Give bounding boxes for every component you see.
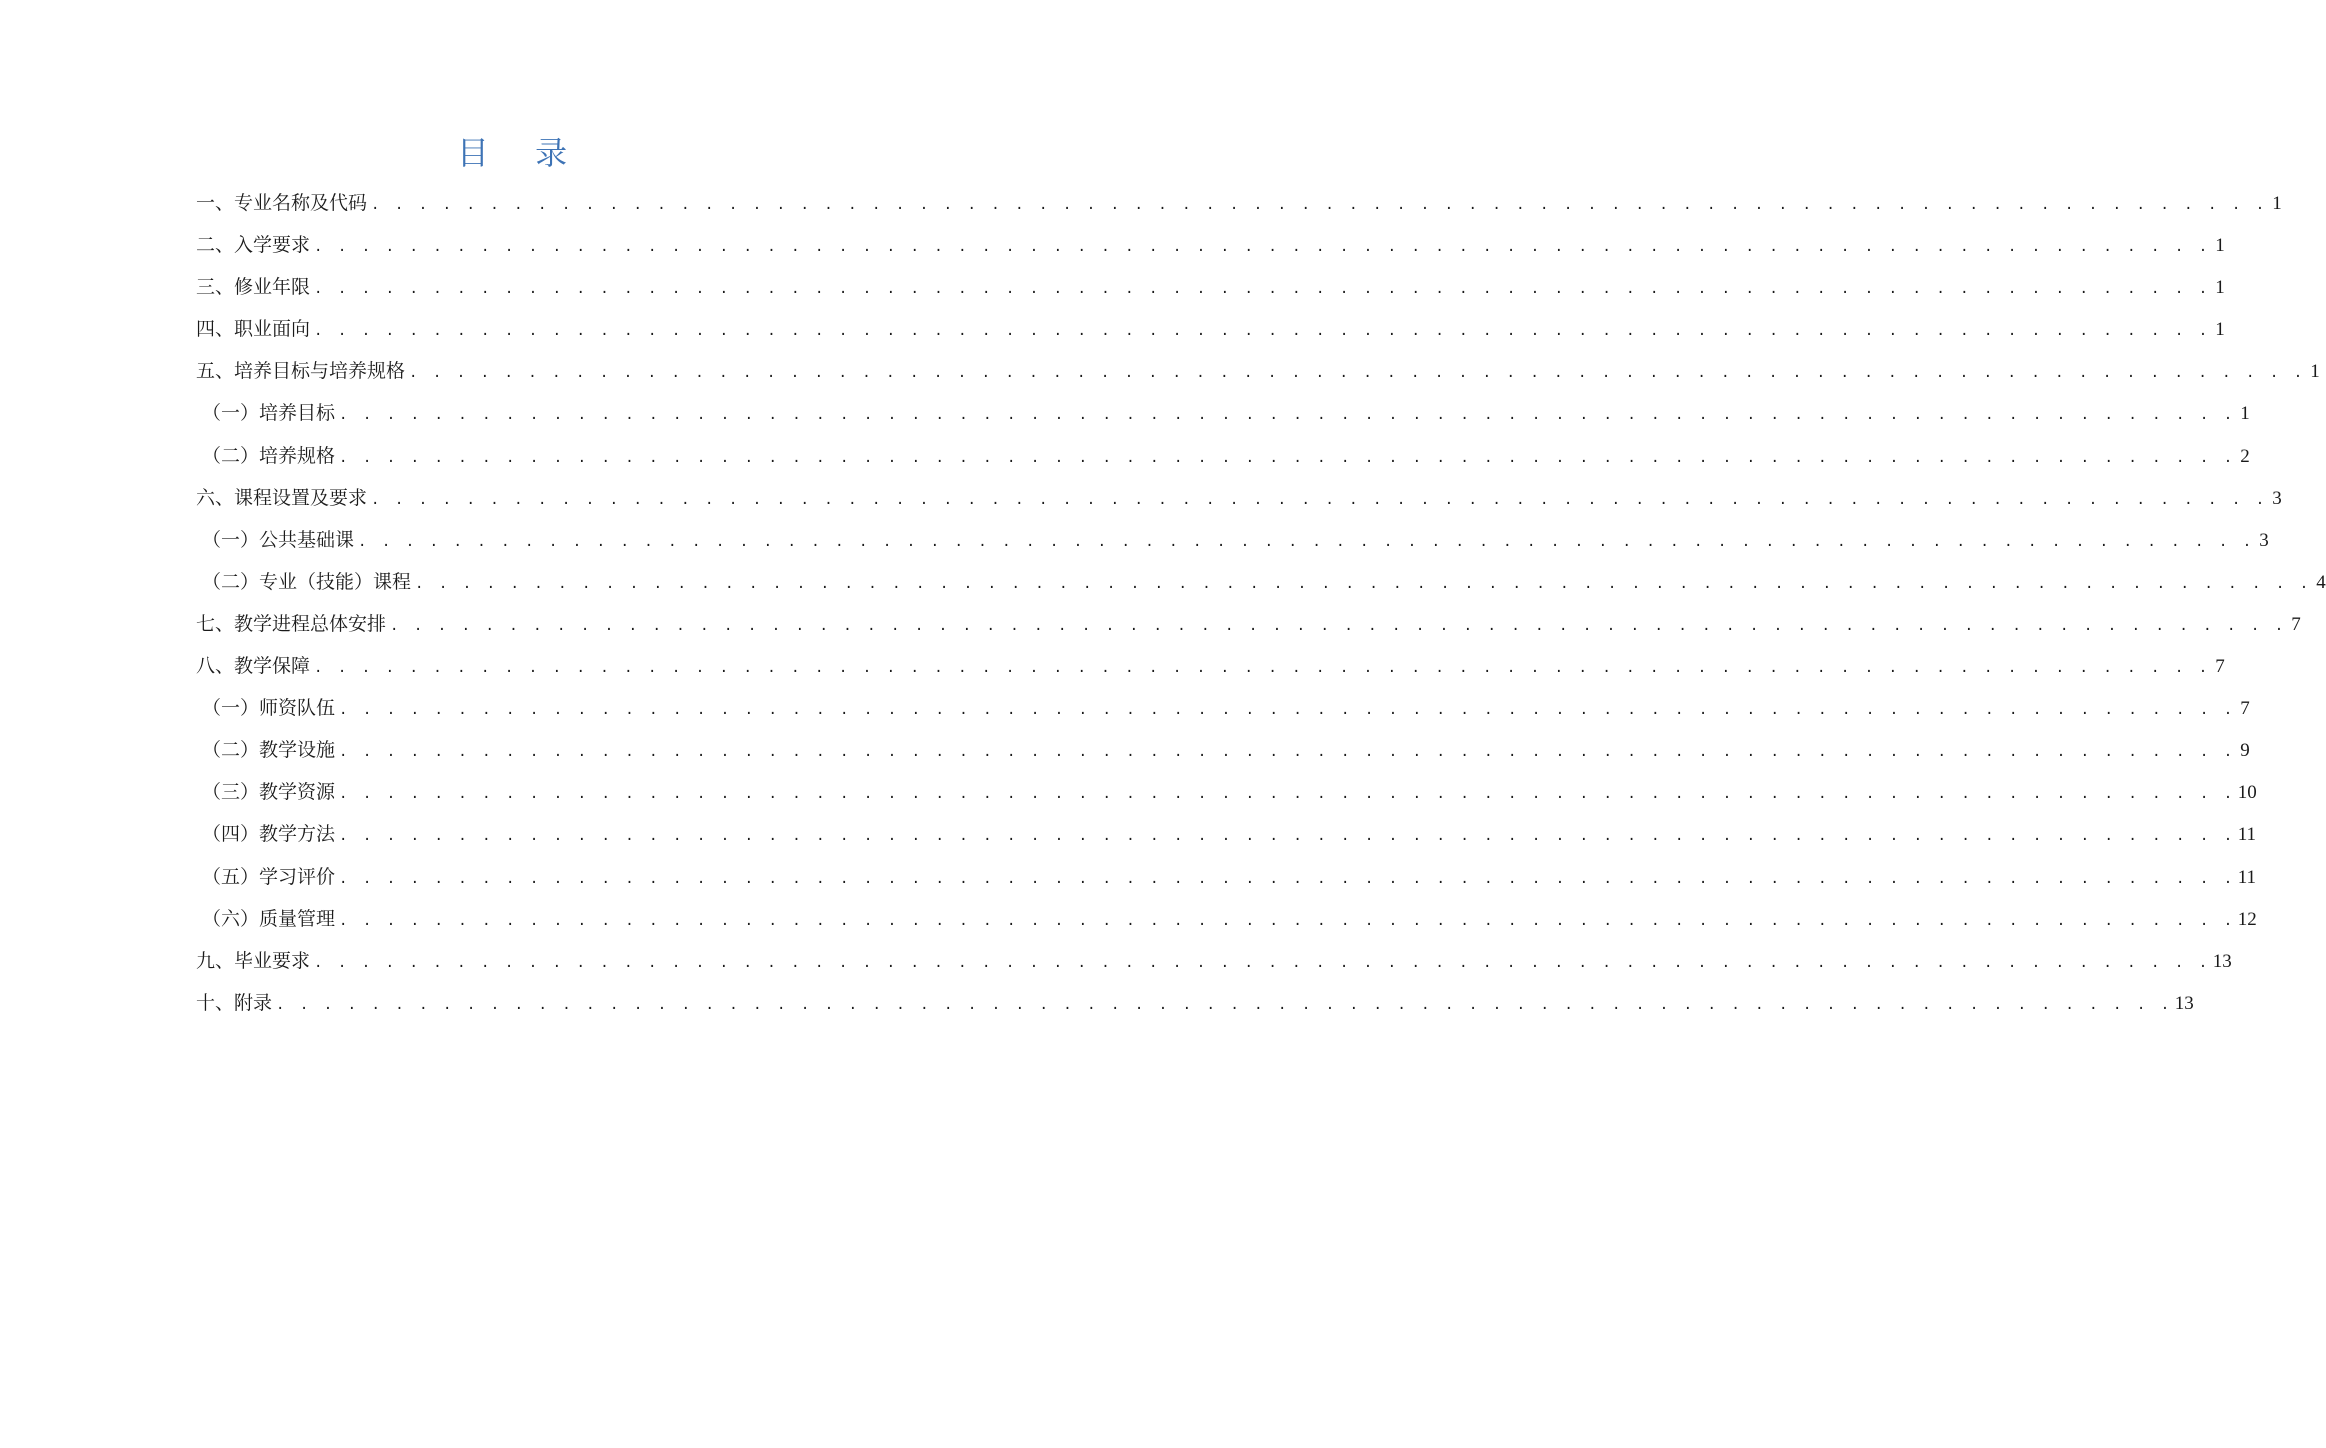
toc-entry[interactable] — [196, 519, 2269, 561]
toc-entry[interactable] — [196, 940, 2232, 982]
toc-dot-leader: . . . . . . . . . . . . . . . . . . . . . . . . . . . . . . . . . . . . . . . . . . . . . . . . . . . . . . . . . . . . . . . . . . . . . . . . . . . . . . . . — [339, 912, 2236, 929]
toc-entry-label: （二）教学设施 — [202, 739, 336, 762]
toc-dot-leader: . . . . . . . . . . . . . . . . . . . . . . . . . . . . . . . . . . . . . . . . . . . . . . . . . . . . . . . . . . . . . . . . . . . . . . . . . . . . . . . . — [314, 660, 2211, 677]
toc-entry-label: （四）教学方法 — [202, 823, 336, 846]
toc-entry-label: 三、修业年限 — [196, 276, 311, 299]
toc-entry-label: （六）质量管理 — [202, 907, 336, 930]
toc-entry-label: （五）学习评价 — [202, 865, 336, 888]
toc-dot-leader: . . . . . . . . . . . . . . . . . . . . . . . . . . . . . . . . . . . . . . . . . . . . . . . . . . . . . . . . . . . . . . . . . . . . . . . . . . . . . . . . — [358, 533, 2255, 550]
toc-entry-page-number: 2 — [2240, 445, 2250, 467]
toc-entry-page-number: 1 — [2215, 319, 2225, 341]
toc-dot-leader: . . . . . . . . . . . . . . . . . . . . . . . . . . . . . . . . . . . . . . . . . . . . . . . . . . . . . . . . . . . . . . . . . . . . . . . . . . . . . . . . — [339, 407, 2236, 424]
toc-entry[interactable] — [196, 645, 2225, 687]
toc-entry[interactable] — [196, 856, 2256, 898]
toc-entry[interactable] — [196, 898, 2257, 940]
table-of-contents — [196, 182, 2326, 1024]
toc-dot-leader: . . . . . . . . . . . . . . . . . . . . . . . . . . . . . . . . . . . . . . . . . . . . . . . . . . . . . . . . . . . . . . . . . . . . . . . . . . . . . . . . — [339, 786, 2236, 803]
toc-entry[interactable] — [196, 308, 2225, 350]
toc-dot-leader: . . . . . . . . . . . . . . . . . . . . . . . . . . . . . . . . . . . . . . . . . . . . . . . . . . . . . . . . . . . . . . . . . . . . . . . . . . . . . . . . — [314, 239, 2211, 256]
toc-entry[interactable] — [196, 561, 2326, 603]
toc-entry[interactable] — [196, 392, 2250, 434]
toc-entry[interactable] — [196, 982, 2194, 1024]
page-title: 目 录 — [456, 134, 586, 172]
toc-entry-label: 一、专业名称及代码 — [196, 192, 368, 214]
toc-entry-label: 二、入学要求 — [196, 234, 311, 257]
toc-entry-label: （一）培养目标 — [202, 402, 336, 425]
toc-entry-page-number: 9 — [2240, 740, 2250, 762]
toc-dot-leader: . . . . . . . . . . . . . . . . . . . . . . . . . . . . . . . . . . . . . . . . . . . . . . . . . . . . . . . . . . . . . . . . . . . . . . . . . . . . . . . . — [409, 365, 2306, 382]
toc-entry-label: 八、教学保障 — [196, 655, 311, 678]
toc-entry-page-number: 11 — [2237, 866, 2256, 888]
toc-entry-label: 七、教学进程总体安排 — [196, 612, 387, 635]
toc-dot-leader: . . . . . . . . . . . . . . . . . . . . . . . . . . . . . . . . . . . . . . . . . . . . . . . . . . . . . . . . . . . . . . . . . . . . . . . . . . . . . . . . — [371, 197, 2268, 213]
toc-entry-label: （三）教学资源 — [202, 781, 336, 804]
toc-entry-page-number: 1 — [2215, 235, 2225, 257]
toc-entry-label: 九、毕业要求 — [196, 949, 311, 972]
toc-entry-page-number: 12 — [2237, 908, 2257, 930]
toc-dot-leader: . . . . . . . . . . . . . . . . . . . . . . . . . . . . . . . . . . . . . . . . . . . . . . . . . . . . . . . . . . . . . . . . . . . . . . . . . . . . . . . . — [339, 702, 2236, 719]
toc-entry-label: 十、附录 — [196, 991, 273, 1014]
toc-entry[interactable] — [196, 729, 2250, 771]
toc-dot-leader: . . . . . . . . . . . . . . . . . . . . . . . . . . . . . . . . . . . . . . . . . . . . . . . . . . . . . . . . . . . . . . . . . . . . . . . . . . . . . . . . — [415, 575, 2312, 592]
toc-entry[interactable] — [196, 182, 2282, 224]
toc-dot-leader: . . . . . . . . . . . . . . . . . . . . . . . . . . . . . . . . . . . . . . . . . . . . . . . . . . . . . . . . . . . . . . . . . . . . . . . . . . . . . . . . — [276, 996, 2173, 1013]
toc-dot-leader: . . . . . . . . . . . . . . . . . . . . . . . . . . . . . . . . . . . . . . . . . . . . . . . . . . . . . . . . . . . . . . . . . . . . . . . . . . . . . . . . — [339, 870, 2236, 887]
toc-entry-label: 五、培养目标与培养规格 — [196, 360, 406, 383]
toc-entry[interactable] — [196, 771, 2257, 813]
toc-dot-leader: . . . . . . . . . . . . . . . . . . . . . . . . . . . . . . . . . . . . . . . . . . . . . . . . . . . . . . . . . . . . . . . . . . . . . . . . . . . . . . . . — [339, 744, 2236, 761]
toc-entry-page-number: 7 — [2240, 698, 2250, 720]
toc-entry-label: （二）培养规格 — [202, 444, 336, 467]
toc-entry-page-number: 3 — [2272, 487, 2282, 509]
toc-entry-label: 六、课程设置及要求 — [196, 486, 368, 509]
toc-entry[interactable] — [196, 813, 2256, 855]
toc-entry-label: （一）师资队伍 — [202, 697, 336, 720]
toc-entry[interactable] — [196, 350, 2320, 392]
toc-entry-page-number: 7 — [2215, 656, 2225, 678]
toc-dot-leader: . . . . . . . . . . . . . . . . . . . . . . . . . . . . . . . . . . . . . . . . . . . . . . . . . . . . . . . . . . . . . . . . . . . . . . . . . . . . . . . . — [339, 449, 2236, 466]
toc-dot-leader: . . . . . . . . . . . . . . . . . . . . . . . . . . . . . . . . . . . . . . . . . . . . . . . . . . . . . . . . . . . . . . . . . . . . . . . . . . . . . . . . — [371, 491, 2268, 508]
toc-entry-page-number: 11 — [2237, 824, 2256, 846]
toc-dot-leader: . . . . . . . . . . . . . . . . . . . . . . . . . . . . . . . . . . . . . . . . . . . . . . . . . . . . . . . . . . . . . . . . . . . . . . . . . . . . . . . . — [314, 281, 2211, 298]
toc-entry[interactable] — [196, 224, 2225, 266]
toc-entry[interactable] — [196, 266, 2225, 308]
toc-entry-page-number: 1 — [2272, 193, 2282, 214]
toc-dot-leader: . . . . . . . . . . . . . . . . . . . . . . . . . . . . . . . . . . . . . . . . . . . . . . . . . . . . . . . . . . . . . . . . . . . . . . . . . . . . . . . . — [390, 617, 2287, 634]
toc-entry-label: 四、职业面向 — [196, 318, 311, 341]
toc-entry-page-number: 7 — [2291, 613, 2301, 635]
toc-entry-page-number: 3 — [2259, 529, 2269, 551]
toc-entry-page-number: 1 — [2310, 361, 2320, 383]
toc-entry-label: （二）专业（技能）课程 — [202, 570, 412, 593]
toc-entry-page-number: 1 — [2240, 403, 2250, 425]
toc-entry-page-number: 10 — [2237, 782, 2257, 804]
toc-entry-page-number: 13 — [2212, 950, 2232, 972]
toc-entry[interactable] — [196, 603, 2301, 645]
toc-entry-page-number: 13 — [2174, 992, 2194, 1014]
toc-dot-leader: . . . . . . . . . . . . . . . . . . . . . . . . . . . . . . . . . . . . . . . . . . . . . . . . . . . . . . . . . . . . . . . . . . . . . . . . . . . . . . . . — [339, 828, 2236, 845]
toc-entry[interactable] — [196, 477, 2282, 519]
toc-entry[interactable] — [196, 435, 2250, 477]
toc-dot-leader: . . . . . . . . . . . . . . . . . . . . . . . . . . . . . . . . . . . . . . . . . . . . . . . . . . . . . . . . . . . . . . . . . . . . . . . . . . . . . . . . — [314, 954, 2211, 971]
toc-entry-page-number: 1 — [2215, 277, 2225, 299]
toc-entry-label: （一）公共基础课 — [202, 528, 355, 551]
toc-entry[interactable] — [196, 687, 2250, 729]
toc-entry-page-number: 4 — [2316, 571, 2326, 593]
toc-dot-leader: . . . . . . . . . . . . . . . . . . . . . . . . . . . . . . . . . . . . . . . . . . . . . . . . . . . . . . . . . . . . . . . . . . . . . . . . . . . . . . . . — [314, 323, 2211, 340]
